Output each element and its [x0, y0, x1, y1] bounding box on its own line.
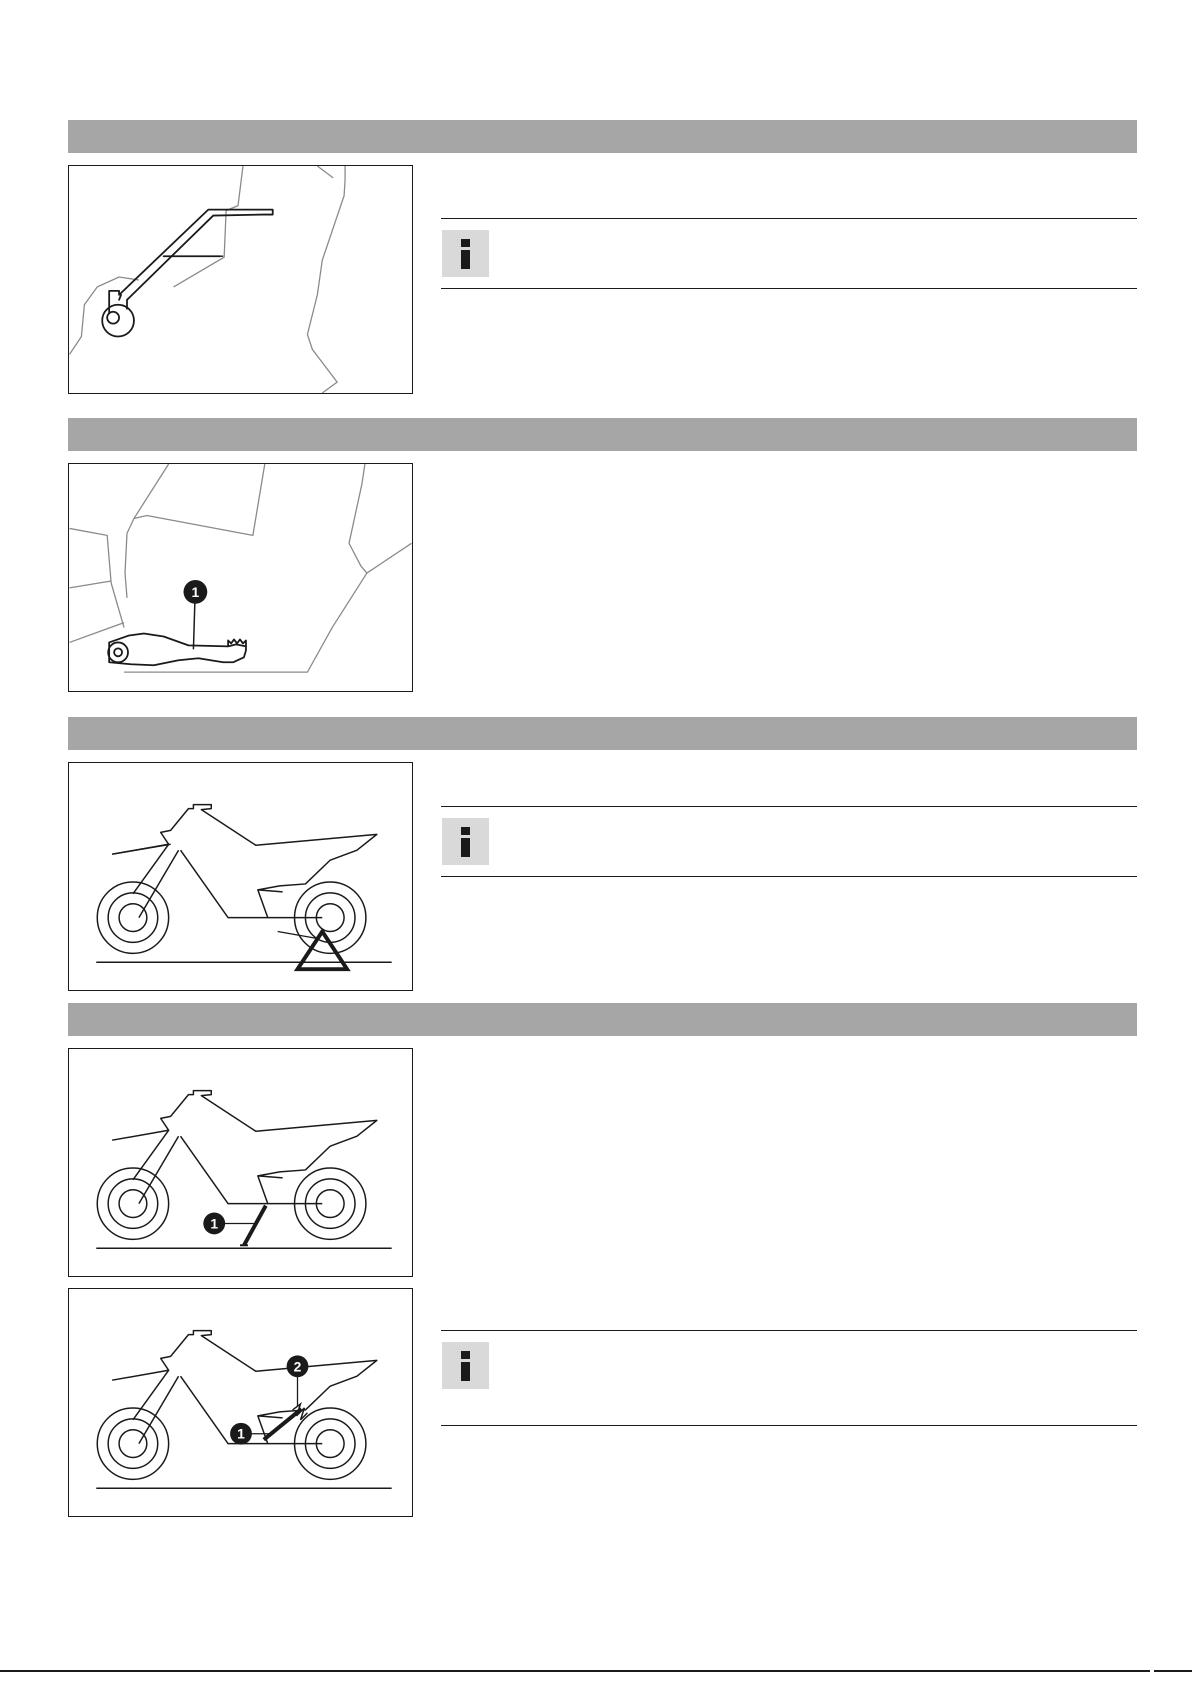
page-footer-rule: [0, 1670, 1192, 1672]
foot-lever-illustration: [69, 464, 412, 691]
bike-stand-up-illustration: [69, 1289, 412, 1516]
figure-bike-wedge: [68, 762, 413, 991]
callout-1: 1: [191, 583, 200, 600]
section-header-bar: [68, 717, 1137, 750]
bike-wedge-illustration: [69, 763, 412, 990]
figure-bike-stand-up: [68, 1288, 413, 1517]
figure-bike-stand-down: [68, 1048, 413, 1277]
callout-1: 1: [210, 1215, 219, 1232]
callout-1: 1: [237, 1425, 245, 1442]
section-header-bar: [68, 1003, 1137, 1036]
info-note: [441, 806, 1137, 877]
figure-foot-lever: [68, 463, 413, 692]
figure-handbrake-lever: [68, 165, 413, 394]
info-note: [441, 1330, 1137, 1426]
section-header-bar: [68, 418, 1137, 451]
bike-stand-down-illustration: [69, 1049, 412, 1276]
info-icon: [442, 818, 489, 865]
section-header-bar: [68, 120, 1137, 153]
handbrake-lever-illustration: [69, 166, 412, 393]
info-note: [441, 218, 1137, 289]
callout-2: 2: [293, 1358, 302, 1375]
info-icon: [442, 1342, 489, 1389]
info-icon: [442, 230, 489, 277]
